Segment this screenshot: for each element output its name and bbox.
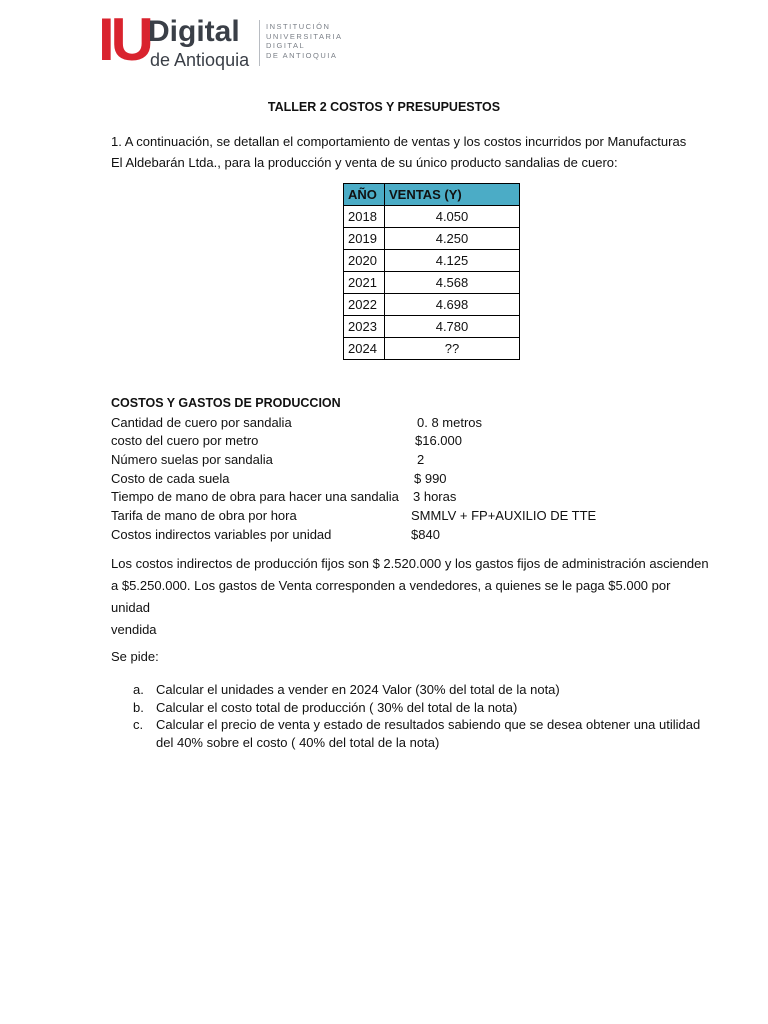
requirement-text: Calcular el precio de venta y estado de resultados sabiendo que se desea obtener una utilidad del 40% sobre el costo ( 40% del total de la nota) [156,717,701,750]
table-cell-sales: 4.698 [385,294,520,316]
table-row [344,206,520,228]
cost-item [111,526,711,544]
requirement-letter: a. [133,682,144,697]
cost-value: SMMLV + FP+AUXILIO DE TTE [411,508,597,523]
logo-subname: de Antioquia [150,50,250,70]
cost-label: Costo de cada suela [111,471,230,486]
table-cell-year: 2023 [344,316,385,338]
cost-value: 0. 8 metros [417,415,483,430]
table-cell-year: 2022 [344,294,385,316]
table-header-sales: VENTAS (Y) [385,184,520,206]
cost-label: Número suelas por sandalia [111,452,273,467]
costs-heading: COSTOS Y GASTOS DE PRODUCCION [111,396,341,410]
logo-mark: IU [98,6,150,73]
cost-value: 3 horas [413,489,457,504]
page-title: TALLER 2 COSTOS Y PRESUPUESTOS [267,100,501,114]
cost-value: 2 [417,452,425,467]
cost-value: $16.000 [415,433,462,448]
intro-line: El Aldebarán Ltda., para la producción y venta de su único producto sandalias de cuero: [111,155,618,170]
table-row [344,272,520,294]
sales-table [343,183,520,360]
requirement-text: Calcular el costo total de producción ( 30% del total de la nota) [156,700,518,715]
fixed-costs-line: vendida [111,622,157,637]
table-cell-sales: 4.250 [385,228,520,250]
se-pide-label: Se pide: [111,649,159,664]
table-cell-sales: 4.568 [385,272,520,294]
cost-value: $840 [411,527,440,542]
cost-label: Tiempo de mano de obra para hacer una sandalia [111,489,399,504]
logo-name: Digital [148,15,240,48]
table-cell-sales: 4.125 [385,250,520,272]
intro-paragraph [111,131,711,173]
cost-label: Tarifa de mano de obra por hora [111,508,297,523]
table-row [344,228,520,250]
table-row [344,250,520,272]
logo-institution-line: DIGITAL [266,41,306,50]
cost-item [111,451,711,469]
table-cell-year: 2020 [344,250,385,272]
table-cell-year: 2018 [344,206,385,228]
fixed-costs-paragraph [111,553,711,641]
table-row [344,316,520,338]
table-cell-sales: ?? [385,338,520,360]
logo-institution-line: INSTITUCIÓN [266,22,331,31]
cost-value: $ 990 [414,471,447,486]
fixed-costs-line: a $5.250.000. Los gastos de Venta corresponden a vendedores, a quienes se le paga $5.000 por unidad [111,578,671,615]
institution-logo [98,6,358,73]
logo-institution-line: UNIVERSITARIA [266,31,343,41]
logo-institution-text [266,22,342,60]
table-cell-sales: 4.050 [385,206,520,228]
cost-item [111,414,711,432]
table-header-row [344,184,520,206]
cost-label: costo del cuero por metro [111,433,259,448]
cost-item [111,488,711,506]
requirement-letter: c. [133,717,144,732]
fixed-costs-line: Los costos indirectos de producción fijos son $ 2.520.000 y los gastos fijos de administración ascienden [111,556,709,571]
requirement-letter: b. [133,700,144,715]
cost-label: Cantidad de cuero por sandalia [111,415,292,430]
table-cell-year: 2021 [344,272,385,294]
table-cell-year: 2019 [344,228,385,250]
table-cell-sales: 4.780 [385,316,520,338]
cost-label: Costos indirectos variables por unidad [111,527,332,542]
cost-item [111,507,711,525]
cost-item [111,432,711,450]
table-row [344,294,520,316]
table-cell-year: 2024 [344,338,385,360]
cost-item [111,470,711,488]
logo-divider [259,20,260,66]
intro-line: 1. A continuación, se detallan el comportamiento de ventas y los costos incurridos por Manufacturas [111,134,687,149]
logo-institution-line: DE ANTIOQUIA [266,50,338,60]
table-row [344,338,520,360]
requirement-text: Calcular el unidades a vender en 2024 Valor (30% del total de la nota) [156,682,560,697]
table-header-year: AÑO [344,184,385,206]
